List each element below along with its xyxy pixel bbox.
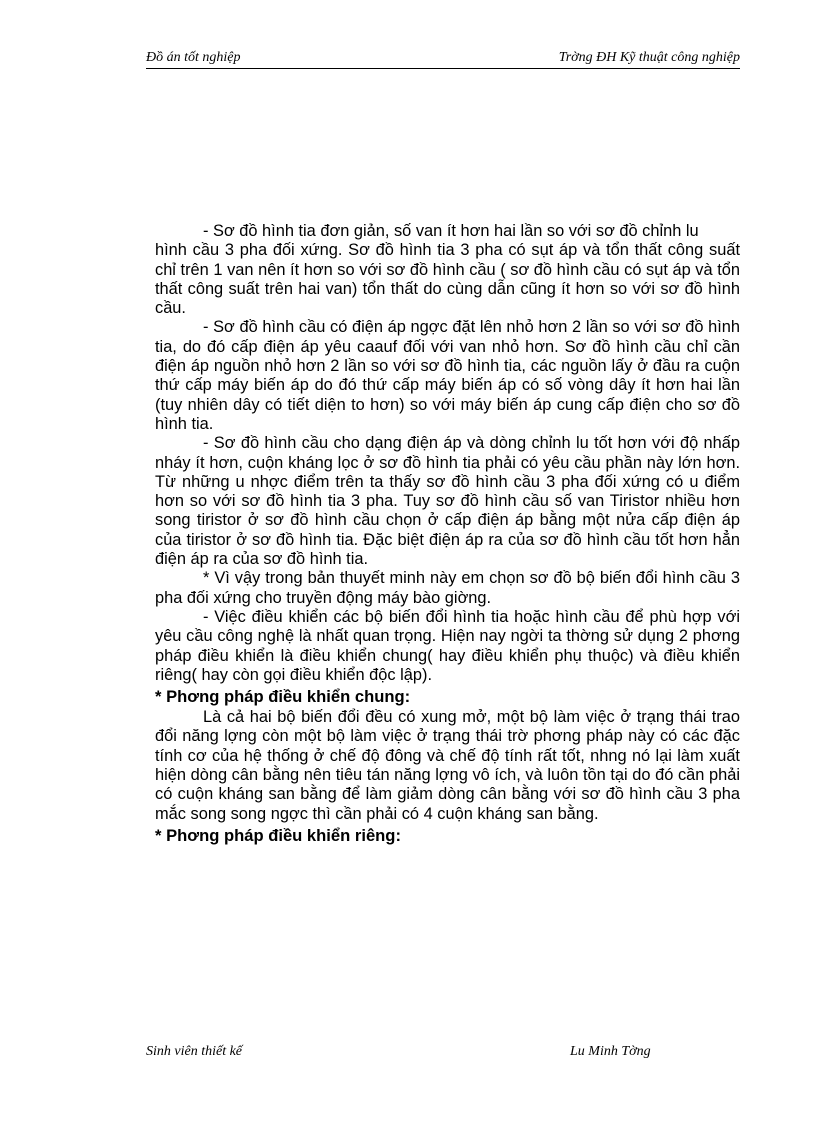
paragraph-3: - Sơ đồ hình cầu có điện áp ngợc đặt lên nhỏ hơn 2 lần so với sơ đồ hình tia, do đó cấp điện áp yêu caauf đối với van nhỏ hơn. Sơ đồ hình cầu chỉ cần điện áp nguồn nhỏ hơn 2 lần so với sơ đồ hình tia, các nguồn lấy ở đầu ra cuộn thứ cấp máy biến áp do đó thứ cấp máy biến áp có số vòng dây ít hơn hai lần (tuy nhiên dây có tiết diện to hơn) so với máy biến áp cung cấp điện cho sơ đồ hình tia.: [155, 318, 740, 433]
header-right-title: Trờng ĐH Kỹ thuật công nghiệp: [558, 50, 740, 65]
footer-right: Lu Minh Tờng: [570, 1044, 651, 1059]
header-left-title: Đồ án tốt nghiệp: [146, 50, 241, 65]
document-body: [155, 222, 740, 847]
section-heading-shared-control: * Phơng pháp điều khiển chung:: [155, 687, 411, 707]
footer-left: Sinh viên thiết kế: [146, 1044, 243, 1059]
paragraph-6: - Việc điều khiển các bộ biến đổi hình tia hoặc hình cầu để phù hợp với yêu cầu công nghệ là nhất quan trọng. Hiện nay ngời ta thờng sử dụng 2 phơng pháp điều khiển là điều khiển chung( hay điều khiển phụ thuộc) và điều khiển riêng( hay còn gọi điều khiển độc lập).: [155, 607, 740, 684]
paragraph-7: Là cả hai bộ biến đổi đều có xung mở, một bộ làm việc ở trạng thái trao đổi năng lợng còn một bộ làm việc ở trạng thái trờ phơng pháp này có các đặc tính cơ của hệ thống ở chế độ đông và chế độ tính rất tốt, nhng nó lại làm xuất hiện dòng cân bằng nên tiêu tán năng lợng vô ích, và luôn tồn tại do đó cần phải có cuộn kháng san bằng để làm giảm dòng cân bằng với sơ đồ hình cầu 3 pha mắc song song ngợc thì cần phải có 4 cuộn kháng san bằng.: [155, 708, 740, 823]
page-header: [146, 48, 740, 69]
paragraph-5: * Vì vậy trong bản thuyết minh này em chọn sơ đồ bộ biến đổi hình cầu 3 pha đối xứng cho truyền động máy bào giờng.: [155, 569, 740, 607]
paragraph-1: - Sơ đồ hình tia đơn giản, số van ít hơn hai lần so với sơ đồ chỉnh lu: [203, 222, 699, 240]
paragraph-4: - Sơ đồ hình cầu cho dạng điện áp và dòng chỉnh lu tốt hơn với độ nhấp nháy ít hơn, cuộn kháng lọc ở sơ đồ hình tia phải có yêu cầu phần này lớn hơn. Từ những u nhợc điểm trên ta thấy sơ đồ hình cầu 3 pha đối xứng có u điểm hơn so với sơ đồ hình tia 3 pha. Tuy sơ đồ hình cầu số van Tiristor nhiều hơn song tiristor ở sơ đồ hình cầu chọn ở cấp điện áp bằng một nửa cấp điện áp của tiristor ở sơ đồ hình tia. Đặc biệt điện áp ra của sơ đồ hình cầu tốt hơn hẳn điện áp ra của sơ đồ hình tia.: [155, 434, 740, 569]
paragraph-2: hình cầu 3 pha đối xứng. Sơ đồ hình tia 3 pha có sụt áp và tổn thất công suất chỉ trên 1 van nên ít hơn so với sơ đồ hình cầu ( sơ đồ hình cầu có sụt áp và tổn thất công suất trên hai van) tổn thất do cùng dẫn cũng ít hơn so với sơ đồ hình cầu.: [155, 241, 740, 318]
section-heading-separate-control: * Phơng pháp điều khiển riêng:: [155, 825, 401, 845]
